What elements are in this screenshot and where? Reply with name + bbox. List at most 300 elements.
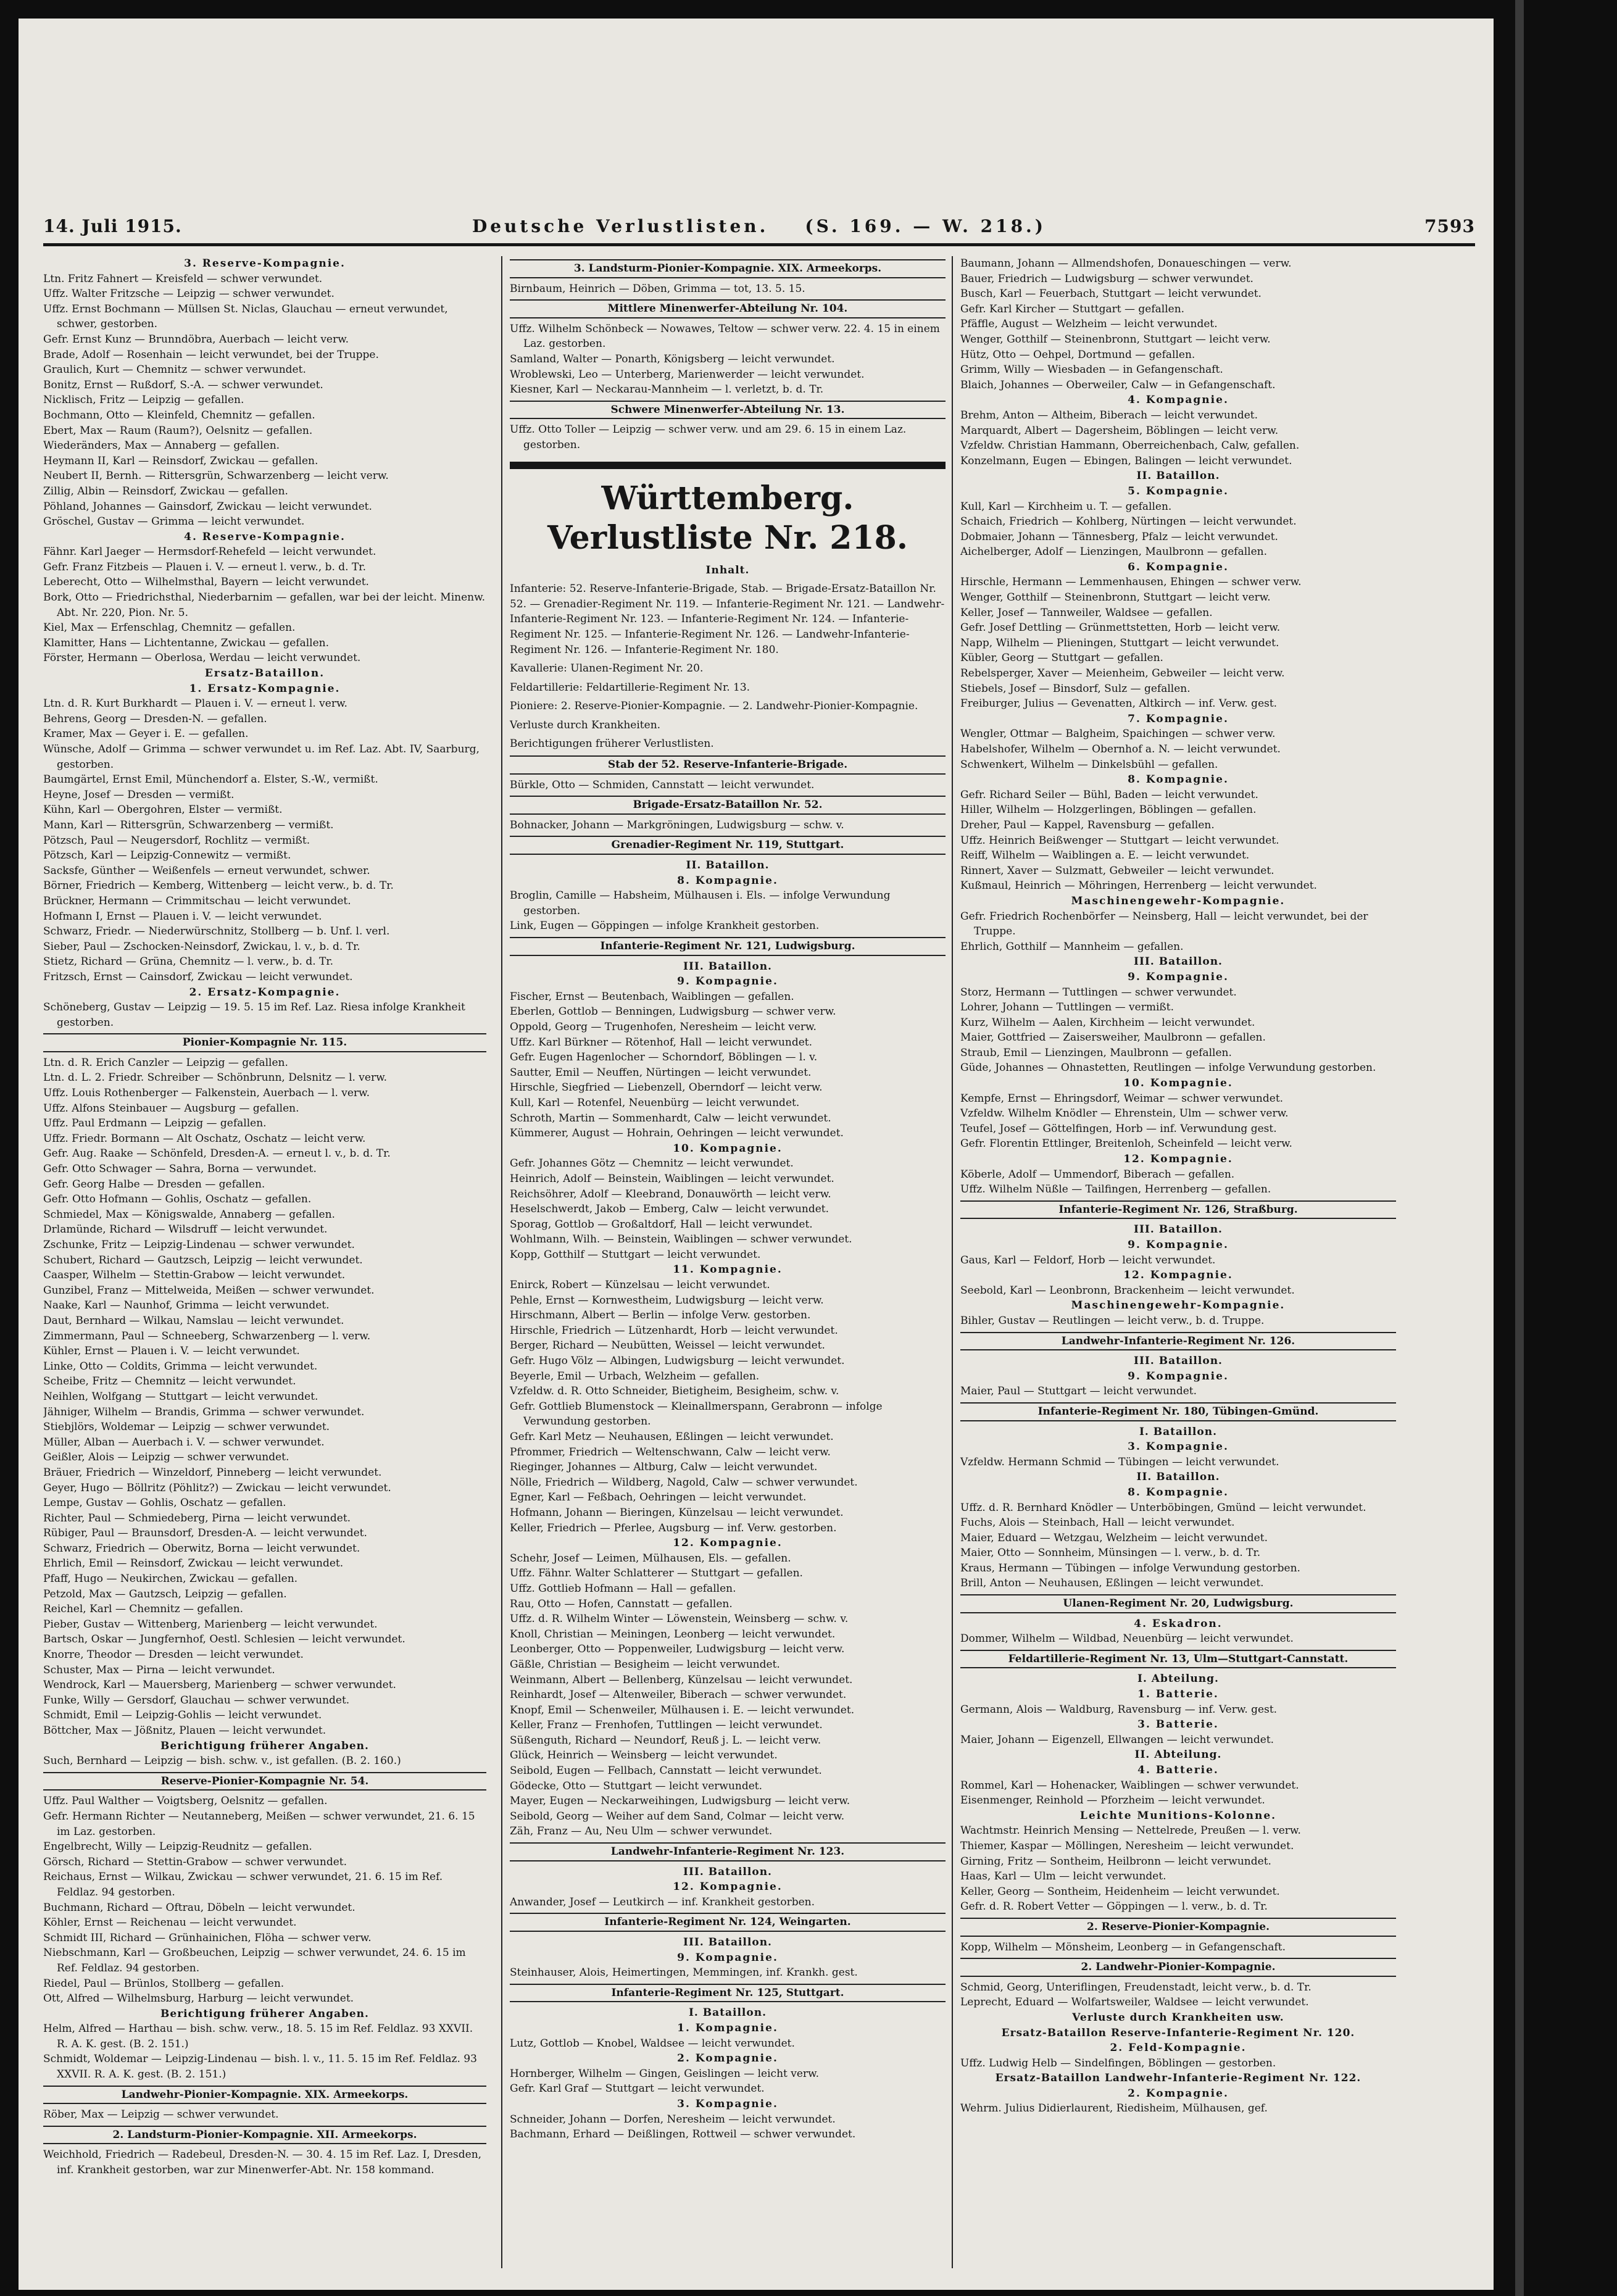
casualty-entry: Gefr. Otto Hofmann — Gohlis, Oschatz — gefallen. — [43, 1193, 312, 1206]
casualty-entry: Zillig, Albin — Reinsdorf, Zwickau — gefallen. — [43, 485, 288, 497]
company-heading: 2. Feld-Kompagnie. — [1110, 2042, 1247, 2055]
casualty-entry: Heymann II, Karl — Reinsdorf, Zwickau — gefallen. — [43, 454, 318, 467]
unit-heading: Ulanen-Regiment Nr. 20, Ludwigsburg. — [960, 1594, 1396, 1613]
casualty-entry: Ltn. d. L. 2. Friedr. Schreiber — Schönbrunn, Delsnitz — l. verw. — [43, 1071, 388, 1084]
casualty-entry: Neihlen, Wolfgang — Stuttgart — leicht verwundet. — [43, 1390, 318, 1403]
casualty-entry: Caasper, Wilhelm — Stettin-Grabow — leicht verwundet. — [43, 1269, 346, 1282]
casualty-entry: Schöneberg, Gustav — Leipzig — 19. 5. 15 im Ref. Laz. Riesa infolge Krankheit gestorben. — [43, 1001, 465, 1029]
casualty-entry: Anwander, Josef — Leutkirch — inf. Krankheit gestorben. — [510, 1895, 815, 1908]
casualty-entry: Schehr, Josef — Leimen, Mülhausen, Els. — gefallen. — [510, 1552, 791, 1565]
casualty-entry: Neubert II, Bernh. — Rittersgrün, Schwarzenberg — leicht verw. — [43, 470, 389, 483]
casualty-entry: Geißler, Alois — Leipzig — schwer verwundet. — [43, 1451, 289, 1464]
unit-heading: Stab der 52. Reserve-Infanterie-Brigade. — [510, 755, 946, 775]
subsection-heading: Berichtigung früherer Angaben. — [160, 2007, 369, 2020]
casualty-entry: Keller, Georg — Sontheim, Heidenheim — leicht verwundet. — [960, 1885, 1280, 1898]
company-heading: Ersatz-Bataillon. — [204, 667, 325, 680]
casualty-entry: Schmid, Georg, Unteriflingen, Freudenstadt, leicht verw., b. d. Tr. — [960, 1981, 1311, 1994]
company-heading: 3. Reserve-Kompagnie. — [184, 257, 346, 270]
casualty-entry: Rebelsperger, Xaver — Meienheim, Gebweiler — leicht verw. — [960, 667, 1285, 680]
casualty-entry: Storz, Hermann — Tuttlingen — schwer verwundet. — [960, 986, 1237, 999]
casualty-entry: Uffz. Louis Rothenberger — Falkenstein, Auerbach — l. verw. — [43, 1087, 370, 1100]
casualty-entry: Schwarz, Friedr. — Niederwürschnitz, Stollberg — b. Unf. l. verl. — [43, 925, 390, 938]
casualty-entry: Hofmann I, Ernst — Plauen i. V. — leicht verwundet. — [43, 910, 322, 923]
casualty-entry: Gefr. Karl Metz — Neuhausen, Eßlingen — leicht verwundet. — [510, 1431, 834, 1443]
casualty-entry: Gaus, Karl — Feldorf, Horb — leicht verwundet. — [960, 1254, 1216, 1267]
subsection-heading: Ersatz-Bataillon Reserve-Infanterie-Regiment Nr. 120. — [1001, 2026, 1355, 2039]
casualty-entry: Gefr. Karl Kircher — Stuttgart — gefallen. — [960, 302, 1185, 315]
unit-heading: Pionier-Kompagnie Nr. 115. — [43, 1033, 486, 1052]
subsection-heading: II. Bataillon. — [686, 859, 770, 872]
casualty-entry: Girning, Fritz — Sontheim, Heilbronn — leicht verwundet. — [960, 1855, 1271, 1868]
company-heading: 9. Kompagnie. — [1128, 970, 1229, 983]
company-heading: 11. Kompagnie. — [673, 1263, 783, 1276]
casualty-entry: Zimmermann, Paul — Schneeberg, Schwarzenberg — l. verw. — [43, 1329, 371, 1342]
company-heading: 1. Kompagnie. — [677, 2021, 778, 2034]
casualty-entry: Helm, Alfred — Harthau — bish. schw. verw., 18. 5. 15 im Ref. Feldlaz. 93 XXVII. R. A. K. gest. (B. 2. 151.) — [43, 2023, 473, 2050]
casualty-entry: Kühler, Ernst — Plauen i. V. — leicht verwundet. — [43, 1345, 300, 1358]
casualty-entry: Hirschmann, Albert — Berlin — infolge Verw. gestorben. — [510, 1309, 811, 1322]
casualty-entry: Linke, Otto — Coldits, Grimma — leicht verwundet. — [43, 1360, 318, 1373]
company-heading: 1. Ersatz-Kompagnie. — [189, 682, 341, 695]
casualty-entry: Förster, Hermann — Oberlosa, Werdau — leicht verwundet. — [43, 652, 361, 665]
casualty-entry: Gröschel, Gustav — Grimma — leicht verwundet. — [43, 515, 305, 528]
casualty-entry: Rinnert, Xaver — Sulzmatt, Gebweiler — leicht verwundet. — [960, 864, 1274, 877]
casualty-entry: Buchmann, Richard — Oftrau, Döbeln — leicht verwundet. — [43, 1901, 355, 1914]
casualty-entry: Uffz. Karl Bürkner — Rötenhof, Hall — leicht verwundet. — [510, 1036, 813, 1049]
company-heading: 8. Kompagnie. — [1128, 773, 1229, 786]
company-heading: Maschinengewehr-Kompagnie. — [1071, 894, 1286, 907]
casualty-entry: Pöhland, Johannes — Gainsdorf, Zwickau — leicht verwundet. — [43, 500, 372, 513]
casualty-entry: Gefr. Florentin Ettlinger, Breitenloh, Scheinfeld — leicht verw. — [960, 1138, 1292, 1150]
casualty-entry: Aichelberger, Adolf — Lienzingen, Maulbronn — gefallen. — [960, 546, 1268, 559]
casualty-entry: Richter, Paul — Schmiedeberg, Pirna — leicht verwundet. — [43, 1512, 351, 1524]
subsection-heading: I. Bataillon. — [688, 2007, 767, 2019]
casualty-entry: Gefr. Hugo Völz — Albingen, Ludwigsburg — leicht verwundet. — [510, 1355, 845, 1368]
casualty-entry: Röber, Max — Leipzig — schwer verwundet. — [43, 2108, 279, 2121]
casualty-entry: Kühn, Karl — Obergohren, Elster — vermißt. — [43, 804, 283, 817]
company-heading: 8. Kompagnie. — [677, 874, 778, 887]
casualty-entry: Hofmann, Johann — Bieringen, Künzelsau — leicht verwundet. — [510, 1506, 844, 1519]
casualty-entry: Bochmann, Otto — Kleinfeld, Chemnitz — gefallen. — [43, 409, 315, 422]
casualty-entry: Maier, Paul — Stuttgart — leicht verwundet. — [960, 1385, 1197, 1398]
casualty-entry: Uffz. d. R. Bernhard Knödler — Unterböbingen, Gmünd — leicht verwundet. — [960, 1501, 1366, 1514]
casualty-entry: Weichhold, Friedrich — Radebeul, Dresden-N. — 30. 4. 15 im Ref. Laz. I, Dresden, inf. Krankheit gestorben, war zur Minenwerfer-Abt. Nr. 158 kommand. — [43, 2148, 482, 2177]
casualty-entry: Gödecke, Otto — Stuttgart — leicht verwundet. — [510, 1779, 763, 1792]
company-heading: 4. Eskadron. — [1134, 1617, 1223, 1630]
casualty-entry: Wiederänders, Max — Annaberg — gefallen. — [43, 439, 280, 452]
casualty-entry: Gefr. Aug. Raake — Schönfeld, Dresden-A. — erneut l. v., b. d. Tr. — [43, 1147, 391, 1160]
casualty-entry: Maier, Gottfried — Zaisersweiher, Maulbronn — gefallen. — [960, 1031, 1266, 1044]
casualty-entry: Lohrer, Johann — Tuttlingen — vermißt. — [960, 1001, 1174, 1014]
subsection-heading: I. Bataillon. — [1139, 1425, 1218, 1438]
casualty-entry: Kiesner, Karl — Neckarau-Mannheim — l. verletzt, b. d. Tr. — [510, 383, 824, 396]
casualty-entry: Vzfeldw. Christian Hammann, Oberreichenbach, Calw, gefallen. — [960, 439, 1300, 452]
casualty-entry: Kußmaul, Heinrich — Möhringen, Herrenberg — leicht verwundet. — [960, 880, 1317, 892]
casualty-entry: Leberecht, Otto — Wilhelmsthal, Bayern — leicht verwundet. — [43, 576, 369, 589]
company-heading: 4. Kompagnie. — [1128, 394, 1229, 407]
casualty-entry: Hirschle, Siegfried — Liebenzell, Oberndorf — leicht verw. — [510, 1081, 823, 1094]
casualty-entry: Fuchs, Alois — Steinbach, Hall — leicht verwundet. — [960, 1516, 1235, 1529]
company-heading: Maschinengewehr-Kompagnie. — [1071, 1299, 1286, 1312]
casualty-entry: Sautter, Emil — Neuffen, Nürtingen — leicht verwundet. — [510, 1066, 812, 1079]
casualty-entry: Keller, Franz — Frenhofen, Tuttlingen — leicht verwundet. — [510, 1719, 823, 1732]
casualty-entry: Reichaus, Ernst — Wilkau, Zwickau — schwer verwundet, 21. 6. 15 im Ref. Feldlaz. 94 gestorben. — [43, 1871, 443, 1899]
subsection-heading: Verluste durch Krankheiten usw. — [1072, 2011, 1284, 2024]
casualty-entry: Wohlmann, Wilh. — Beinstein, Waiblingen — schwer verwundet. — [510, 1233, 852, 1246]
casualty-entry: Knopf, Emil — Schenweiler, Mülhausen i. E. — leicht verwundet. — [510, 1703, 855, 1716]
casualty-entry: Berger, Richard — Neubütten, Weissel — leicht verwundet. — [510, 1339, 825, 1352]
casualty-entry: Bork, Otto — Friedrichsthal, Niederbarnim — gefallen, war bei der leicht. Minenw. Abt. Nr. 220, Pion. Nr. 5. — [43, 591, 486, 619]
company-heading: 12. Kompagnie. — [673, 1881, 783, 1894]
casualty-entry: Görsch, Richard — Stettin-Grabow — schwer verwundet. — [43, 1855, 347, 1868]
company-heading: 1. Batterie. — [1137, 1688, 1219, 1701]
casualty-entry: Mayer, Eugen — Neckarweihingen, Ludwigsburg — leicht verw. — [510, 1795, 850, 1808]
casualty-entry: Ehrlich, Emil — Reinsdorf, Zwickau — leicht verwundet. — [43, 1557, 344, 1570]
casualty-entry: Mann, Karl — Rittersgrün, Schwarzenberg — vermißt. — [43, 818, 334, 831]
casualty-entry: Uffz. Paul Walther — Voigtsberg, Oelsnitz — gefallen. — [43, 1795, 328, 1808]
casualty-entry: Marquardt, Albert — Dagersheim, Böblingen — leicht verw. — [960, 424, 1279, 437]
casualty-entry: Ltn. d. R. Erich Canzler — Leipzig — gefallen. — [43, 1056, 288, 1069]
casualty-entry: Uffz. Paul Erdmann — Leipzig — gefallen. — [43, 1117, 267, 1130]
casualty-entry: Reinhardt, Josef — Altenweiler, Biberach — schwer verwundet. — [510, 1689, 847, 1702]
casualty-entry: Brehm, Anton — Altheim, Biberach — leicht verwundet. — [960, 409, 1258, 422]
company-heading: 5. Kompagnie. — [1128, 485, 1229, 497]
casualty-entry: Rübiger, Paul — Braunsdorf, Dresden-A. — leicht verwundet. — [43, 1527, 367, 1540]
casualty-entry: Weinmann, Albert — Bellenberg, Künzelsau — leicht verwundet. — [510, 1673, 853, 1686]
casualty-entry: Wroblewski, Leo — Unterberg, Marienwerder — leicht verwundet. — [510, 368, 865, 381]
casualty-entry: Habelshofer, Wilhelm — Obernhof a. N. — leicht verwundet. — [960, 743, 1281, 755]
casualty-entry: Bohnacker, Johann — Markgröningen, Ludwigsburg — schw. v. — [510, 818, 844, 831]
casualty-entry: Pötzsch, Karl — Leipzig-Connewitz — vermißt. — [43, 849, 291, 862]
casualty-entry: Dobmaier, Johann — Tännesberg, Pfalz — leicht verwundet. — [960, 530, 1278, 543]
company-heading: 4. Batterie. — [1137, 1764, 1219, 1776]
casualty-entry: Wenger, Gotthilf — Steinenbronn, Stuttgart — leicht verw. — [960, 591, 1271, 604]
casualty-entry: Oppold, Georg — Trugenhofen, Neresheim — leicht verw. — [510, 1020, 817, 1033]
casualty-entry: Grimm, Willy — Wiesbaden — in Gefangenschaft. — [960, 364, 1223, 376]
casualty-entry: Graulich, Kurt — Chemnitz — schwer verwundet. — [43, 364, 306, 376]
casualty-entry: Schaich, Friedrich — Kohlberg, Nürtingen — leicht verwundet. — [960, 515, 1297, 528]
casualty-entry: Schwenkert, Wilhelm — Dinkelsbühl — gefallen. — [960, 758, 1218, 771]
company-heading: 8. Kompagnie. — [1128, 1486, 1229, 1499]
casualty-entry: Ehrlich, Gotthilf — Mannheim — gefallen. — [960, 940, 1184, 953]
casualty-entry: Konzelmann, Eugen — Ebingen, Balingen — leicht verwundet. — [960, 454, 1292, 467]
company-heading: 3. Kompagnie. — [677, 2097, 778, 2110]
unit-heading: Landwehr-Infanterie-Regiment Nr. 126. — [960, 1332, 1396, 1351]
casualty-entry: Schubert, Richard — Gautzsch, Leipzig — leicht verwundet. — [43, 1254, 363, 1267]
casualty-entry: Schmidt III, Richard — Grünhainichen, Flöha — schwer verw. — [43, 1931, 372, 1944]
company-heading: 9. Kompagnie. — [677, 1951, 778, 1964]
company-heading: 12. Kompagnie. — [1123, 1153, 1233, 1166]
casualty-entry: Brückner, Hermann — Crimmitschau — leicht verwundet. — [43, 894, 351, 907]
casualty-entry: Dreher, Paul — Kappel, Ravensburg — gefallen. — [960, 818, 1215, 831]
casualty-entry: Sporag, Gottlob — Großaltdorf, Hall — leicht verwundet. — [510, 1218, 813, 1231]
casualty-entry: Blaich, Johannes — Oberweiler, Calw — in Gefangenschaft. — [960, 378, 1276, 391]
header-date: 14. Juli 1915. — [43, 216, 182, 236]
subsection-heading: III. Bataillon. — [1134, 1223, 1223, 1236]
casualty-entry: Bonitz, Ernst — Rußdorf, S.-A. — schwer verwundet. — [43, 378, 323, 391]
unit-heading: 3. Landsturm-Pionier-Kompagnie. XIX. Armeekorps. — [510, 259, 946, 278]
casualty-entry: Uffz. Gottlieb Hofmann — Hall — gefallen. — [510, 1582, 736, 1595]
company-heading: 3. Kompagnie. — [1128, 1441, 1229, 1454]
contents-entry: Pioniere: 2. Reserve-Pionier-Kompagnie. — 2. Landwehr-Pionier-Kompagnie. — [510, 700, 918, 713]
contents-entry: Infanterie: 52. Reserve-Infanterie-Brigade, Stab. — Brigade-Ersatz-Bataillon Nr. 52. — Grenadier-Regiment Nr. 119. — Infanterie-Regiment Nr. 121. — Landwehr-Infanterie-Regiment Nr. 123. — Infanterie-Regiment Nr. 124. — Infanterie-Regiment Nr. 125. — Infanterie-Regiment Nr. 126. — Landwehr-Infanterie-Regiment Nr. 126. — Infanterie-Regiment Nr. 180. — [510, 583, 945, 656]
company-heading: 9. Kompagnie. — [1128, 1239, 1229, 1251]
casualty-entry: Güde, Johannes — Ohnastetten, Reutlingen — infolge Verwundung gestorben. — [960, 1062, 1376, 1075]
unit-heading: Infanterie-Regiment Nr. 180, Tübingen-Gmünd. — [960, 1402, 1396, 1421]
casualty-entry: Gefr. Friedrich Rochenbörfer — Neinsberg, Hall — leicht verwundet, bei der Truppe. — [960, 910, 1368, 938]
casualty-entry: Gefr. Hermann Richter — Neutanneberg, Meißen — schwer verwundet, 21. 6. 15 im Laz. gestorben. — [43, 1810, 475, 1838]
casualty-entry: Haas, Karl — Ulm — leicht verwundet. — [960, 1870, 1166, 1883]
casualty-entry: Link, Eugen — Göppingen — infolge Krankheit gestorben. — [510, 920, 820, 933]
casualty-entry: Zäh, Franz — Au, Neu Ulm — schwer verwundet. — [510, 1825, 773, 1838]
casualty-entry: Enirck, Robert — Künzelsau — leicht verwundet. — [510, 1279, 770, 1292]
casualty-entry: Bihler, Gustav — Reutlingen — leicht verw., b. d. Truppe. — [960, 1314, 1265, 1327]
casualty-entry: Bartsch, Oskar — Jungfernhof, Oestl. Schlesien — leicht verwundet. — [43, 1633, 405, 1646]
casualty-entry: Uffz. Heinrich Beißwenger — Stuttgart — leicht verwundet. — [960, 834, 1279, 847]
subsection-heading: III. Bataillon. — [683, 1936, 772, 1949]
subsection-heading: II. Abteilung. — [1134, 1749, 1222, 1762]
subsection-heading: II. Bataillon. — [1136, 1471, 1220, 1484]
casualty-entry: Steinhauser, Alois, Heimertingen, Memmingen, inf. Krankh. gest. — [510, 1966, 858, 1979]
company-heading: 12. Kompagnie. — [673, 1537, 783, 1550]
casualty-entry: Nölle, Friedrich — Wildberg, Nagold, Calw — schwer verwundet. — [510, 1476, 858, 1489]
casualty-entry: Drlamünde, Richard — Wilsdruff — leicht verwundet. — [43, 1223, 328, 1236]
header-title — [43, 216, 1475, 236]
casualty-entry: Wehrm. Julius Didierlaurent, Riedisheim, Mülhausen, gef. — [960, 2102, 1268, 2115]
header-publication: Deutsche Verlustlisten. — [472, 216, 769, 236]
casualty-entry: Ltn. Fritz Fahnert — Kreisfeld — schwer verwundet. — [43, 272, 323, 285]
company-heading: 7. Kompagnie. — [1128, 712, 1229, 725]
casualty-entry: Stiebels, Josef — Binsdorf, Sulz — gefallen. — [960, 682, 1191, 695]
divider-rule — [510, 462, 946, 469]
column-1 — [43, 256, 486, 2268]
casualty-entry: Brade, Adolf — Rosenhain — leicht verwundet, bei der Truppe. — [43, 348, 379, 361]
casualty-entry: Heyne, Josef — Dresden — vermißt. — [43, 788, 235, 801]
casualty-entry: Fischer, Ernst — Beutenbach, Waiblingen — gefallen. — [510, 990, 794, 1003]
casualty-entry: Busch, Karl — Feuerbach, Stuttgart — leicht verwundet. — [960, 288, 1262, 301]
casualty-entry: Fritzsch, Ernst — Cainsdorf, Zwickau — leicht verwundet. — [43, 970, 353, 983]
casualty-entry: Jähniger, Wilhelm — Brandis, Grimma — schwer verwundet. — [43, 1405, 365, 1418]
unit-heading: Grenadier-Regiment Nr. 119, Stuttgart. — [510, 836, 946, 855]
casualty-entry: Kull, Karl — Rotenfel, Neuenbürg — leicht verwundet. — [510, 1096, 800, 1109]
casualty-entry: Stiebjlörs, Woldemar — Leipzig — schwer verwundet. — [43, 1421, 330, 1434]
newspaper-page — [19, 19, 1494, 2290]
casualty-entry: Kurz, Wilhelm — Aalen, Kirchheim — leicht verwundet. — [960, 1016, 1255, 1029]
casualty-entry: Wachtmstr. Heinrich Mensing — Nettelrede, Preußen — l. verw. — [960, 1824, 1301, 1837]
casualty-entry: Egner, Karl — Feßbach, Oehringen — leicht verwundet. — [510, 1491, 807, 1504]
casualty-entry: Uffz. Alfons Steinbauer — Augsburg — gefallen. — [43, 1102, 299, 1115]
casualty-entry: Heselschwerdt, Jakob — Emberg, Calw — leicht verwundet. — [510, 1203, 829, 1216]
casualty-entry: Eisenmenger, Reinhold — Pforzheim — leicht verwundet. — [960, 1794, 1265, 1807]
casualty-entry: Kübler, Georg — Stuttgart — gefallen. — [960, 652, 1163, 665]
casualty-entry: Pfaff, Hugo — Neukirchen, Zwickau — gefallen. — [43, 1573, 298, 1586]
casualty-entry: Gefr. Eugen Hagenlocher — Schorndorf, Böblingen — l. v. — [510, 1051, 818, 1064]
casualty-entry: Kopp, Wilhelm — Mönsheim, Leonberg — in Gefangenschaft. — [960, 1940, 1286, 1953]
casualty-entry: Pehle, Ernst — Kornwestheim, Ludwigsburg — leicht verw. — [510, 1294, 824, 1307]
subsection-heading: Berichtigung früherer Angaben. — [160, 1739, 369, 1752]
casualty-entry: Naake, Karl — Naunhof, Grimma — leicht verwundet. — [43, 1299, 330, 1312]
casualty-entry: Rommel, Karl — Hohenacker, Waiblingen — schwer verwundet. — [960, 1779, 1299, 1792]
casualty-entry: Seibold, Eugen — Fellbach, Cannstatt — leicht verwundet. — [510, 1765, 822, 1778]
casualty-entry: Schwarz, Friedrich — Oberwitz, Borna — leicht verwundet. — [43, 1542, 360, 1555]
header-issue: (S. 169. — W. 218.) — [805, 216, 1047, 236]
casualty-entry: Gefr. Josef Dettling — Grünmettstetten, Horb — leicht verw. — [960, 622, 1281, 634]
company-heading: 12. Kompagnie. — [1123, 1269, 1233, 1282]
subsection-heading: III. Bataillon. — [683, 1865, 772, 1878]
casualty-entry: Daut, Bernhard — Wilkau, Namslau — leicht verwundet. — [43, 1314, 344, 1327]
casualty-entry: Kempfe, Ernst — Ehringsdorf, Weimar — schwer verwundet. — [960, 1092, 1284, 1105]
casualty-entry: Ebert, Max — Raum (Raum?), Oelsnitz — gefallen. — [43, 424, 313, 437]
company-heading: 10. Kompagnie. — [673, 1142, 783, 1155]
casualty-entry: Knorre, Theodor — Dresden — leicht verwundet. — [43, 1649, 304, 1662]
casualty-entry: Ltn. d. R. Kurt Burkhardt — Plauen i. V. — erneut l. verw. — [43, 697, 347, 710]
casualty-entry: Wenger, Gotthilf — Steinenbronn, Stuttgart — leicht verw. — [960, 333, 1271, 346]
unit-heading: Mittlere Minenwerfer-Abteilung Nr. 104. — [510, 299, 946, 318]
casualty-entry: Schneider, Johann — Dorfen, Neresheim — leicht verwundet. — [510, 2113, 836, 2126]
casualty-entry: Gefr. Johannes Götz — Chemnitz — leicht verwundet. — [510, 1157, 794, 1170]
casualty-entry: Rieginger, Johannes — Altburg, Calw — leicht verwundet. — [510, 1461, 818, 1474]
casualty-entry: Germann, Alois — Waldburg, Ravensburg — inf. Verw. gest. — [960, 1703, 1278, 1716]
casualty-entry: Leprecht, Eduard — Wolfartsweiler, Waldsee — leicht verwundet. — [960, 1996, 1309, 2009]
casualty-entry: Scheibe, Fritz — Chemnitz — leicht verwundet. — [43, 1375, 296, 1388]
casualty-entry: Broglin, Camille — Habsheim, Mülhausen i. Els. — infolge Verwundung gestorben. — [510, 889, 891, 917]
casualty-entry: Köhler, Ernst — Reichenau — leicht verwundet. — [43, 1916, 297, 1929]
casualty-entry: Reichsöhrer, Adolf — Kleebrand, Donauwörth — leicht verw. — [510, 1188, 831, 1200]
casualty-entry: Schmiedel, Max — Königswalde, Annaberg — gefallen. — [43, 1208, 335, 1221]
casualty-entry: Lempe, Gustav — Gohlis, Oschatz — gefallen. — [43, 1497, 286, 1510]
company-heading: 2. Kompagnie. — [1128, 2087, 1229, 2100]
contents-entry: Verluste durch Krankheiten. — [510, 718, 661, 731]
casualty-entry: Engelbrecht, Willy — Leipzig-Reudnitz — gefallen. — [43, 1841, 312, 1853]
casualty-entry: Uffz. Fähnr. Walter Schlatterer — Stuttgart — gefallen. — [510, 1567, 803, 1580]
casualty-entry: Uffz. Otto Toller — Leipzig — schwer verw. und am 29. 6. 15 in einem Laz. gestorben. — [510, 423, 907, 451]
casualty-entry: Baumann, Johann — Allmendshofen, Donaueschingen — verw. — [960, 257, 1292, 270]
page-header — [43, 211, 1475, 246]
casualty-entry: Schmidt, Woldemar — Leipzig-Lindenau — bish. l. v., 11. 5. 15 im Ref. Feldlaz. 93 XXVII. R. A. K. gest. (B. 2. 151.) — [43, 2053, 477, 2081]
casualty-entry: Vzfeldw. d. R. Otto Schneider, Bietigheim, Besigheim, schw. v. — [510, 1385, 839, 1398]
casualty-entry: Kümmerer, August — Hohrain, Oehringen — leicht verwundet. — [510, 1127, 844, 1140]
unit-heading: 2. Landwehr-Pionier-Kompagnie. — [960, 1958, 1396, 1977]
company-heading: 9. Kompagnie. — [1128, 1370, 1229, 1383]
casualty-entry: Uffz. d. R. Wilhelm Winter — Löwenstein, Weinsberg — schw. v. — [510, 1613, 849, 1626]
casualty-entry: Eberlen, Gottlob — Benningen, Ludwigsburg — schwer verw. — [510, 1005, 836, 1018]
casualty-entry: Seibold, Georg — Weiher auf dem Sand, Colmar — leicht verw. — [510, 1810, 845, 1823]
casualty-entry: Riedel, Paul — Brünlos, Stollberg — gefallen. — [43, 1977, 285, 1990]
casualty-entry: Teufel, Josef — Göttelfingen, Horb — inf. Verwundung gest. — [960, 1122, 1277, 1135]
casualty-entry: Seebold, Karl — Leonbronn, Brackenheim — leicht verwundet. — [960, 1284, 1295, 1297]
header-page-number: 7593 — [1424, 216, 1475, 236]
casualty-entry: Freiburger, Julius — Gevenatten, Altkirch — inf. Verw. gest. — [960, 697, 1278, 710]
casualty-entry: Keller, Josef — Tannweiler, Waldsee — gefallen. — [960, 606, 1213, 619]
casualty-entry: Geyer, Hugo — Böllritz (Pöhlitz?) — Zwickau — leicht verwundet. — [43, 1481, 391, 1494]
casualty-entry: Hiller, Wilhelm — Holzgerlingen, Böblingen — gefallen. — [960, 804, 1257, 817]
casualty-entry: Gunzibel, Franz — Mittelweida, Meißen — schwer verwundet. — [43, 1284, 375, 1297]
casualty-entry: Pfäffle, August — Welzheim — leicht verwundet. — [960, 318, 1218, 331]
casualty-entry: Schuster, Max — Pirna — leicht verwundet. — [43, 1663, 275, 1676]
contents-entry: Feldartillerie: Feldartillerie-Regiment Nr. 13. — [510, 681, 750, 694]
scan-border — [1515, 0, 1524, 2296]
casualty-entry: Kiel, Max — Erfenschlag, Chemnitz — gefallen. — [43, 622, 296, 634]
subsection-heading: III. Bataillon. — [683, 960, 772, 973]
casualty-entry: Knoll, Christian — Meiningen, Leonberg — leicht verwundet. — [510, 1628, 836, 1641]
company-heading: 9. Kompagnie. — [677, 975, 778, 988]
list-title: Württemberg. Verlustliste Nr. 218. — [547, 479, 908, 557]
casualty-entry: Wendrock, Karl — Mauersberg, Marienberg — schwer verwundet. — [43, 1679, 396, 1692]
casualty-entry: Kopp, Gotthilf — Stuttgart — leicht verwundet. — [510, 1248, 761, 1261]
casualty-entry: Hütz, Otto — Oehpel, Dortmund — gefallen. — [960, 348, 1195, 361]
casualty-entry: Keller, Friedrich — Pferlee, Augsburg — inf. Verw. gestorben. — [510, 1521, 837, 1534]
casualty-entry: Reichel, Karl — Chemnitz — gefallen. — [43, 1603, 244, 1616]
casualty-entry: Leonberger, Otto — Poppenweiler, Ludwigsburg — leicht verw. — [510, 1643, 845, 1656]
casualty-entry: Hornberger, Wilhelm — Gingen, Geislingen — leicht verw. — [510, 2067, 819, 2080]
casualty-entry: Vzfeldw. Hermann Schmid — Tübingen — leicht verwundet. — [960, 1455, 1279, 1468]
company-heading: 10. Kompagnie. — [1123, 1077, 1233, 1090]
subsection-heading: II. Bataillon. — [1136, 470, 1220, 483]
casualty-entry: Gefr. Franz Fitzbeis — Plauen i. V. — erneut l. verw., b. d. Tr. — [43, 560, 366, 573]
casualty-entry: Gefr. Richard Seiler — Bühl, Baden — leicht verwundet. — [960, 788, 1258, 801]
casualty-entry: Bachmann, Erhard — Deißlingen, Rottweil — schwer verwundet. — [510, 2128, 856, 2141]
casualty-entry: Dommer, Wilhelm — Wildbad, Neuenbürg — leicht verwundet. — [960, 1633, 1294, 1645]
casualty-entry: Glück, Heinrich — Weinsberg — leicht verwundet. — [510, 1749, 778, 1762]
unit-heading: Reserve-Pionier-Kompagnie Nr. 54. — [43, 1772, 486, 1791]
column-2 — [501, 256, 946, 2268]
casualty-entry: Uffz. Wilhelm Schönbeck — Nowawes, Teltow — schwer verw. 22. 4. 15 in einem Laz. gestorben. — [510, 322, 940, 351]
subsection-heading: Ersatz-Bataillon Landwehr-Infanterie-Regiment Nr. 122. — [995, 2072, 1361, 2085]
unit-heading: Feldartillerie-Regiment Nr. 13, Ulm—Stuttgart-Cannstatt. — [960, 1650, 1396, 1669]
casualty-entry: Nicklisch, Fritz — Leipzig — gefallen. — [43, 394, 244, 407]
casualty-entry: Kull, Karl — Kirchheim u. T. — gefallen. — [960, 500, 1172, 513]
casualty-entry: Kraus, Hermann — Tübingen — infolge Verwundung gestorben. — [960, 1562, 1300, 1574]
contents-entry: Kavallerie: Ulanen-Regiment Nr. 20. — [510, 662, 704, 675]
casualty-entry: Pfrommer, Friedrich — Weltenschwann, Calw — leicht verw. — [510, 1445, 831, 1458]
casualty-entry: Reiff, Wilhelm — Waiblingen a. E. — leicht verwundet. — [960, 849, 1250, 862]
casualty-entry: Birnbaum, Heinrich — Döben, Grimma — tot, 13. 5. 15. — [510, 282, 805, 295]
casualty-entry: Thiemer, Kaspar — Möllingen, Neresheim — leicht verwundet. — [960, 1839, 1294, 1852]
unit-heading: Brigade-Ersatz-Bataillon Nr. 52. — [510, 796, 946, 815]
casualty-entry: Niebschmann, Karl — Großbeuchen, Leipzig — schwer verwundet, 24. 6. 15 im Ref. Feldlaz. 94 gestorben. — [43, 1947, 466, 1974]
casualty-entry: Uffz. Ludwig Helb — Sindelfingen, Böblingen — gestorben. — [960, 2057, 1276, 2069]
casualty-entry: Rau, Otto — Hofen, Cannstatt — gefallen. — [510, 1597, 733, 1610]
casualty-entry: Uffz. Walter Fritzsche — Leipzig — schwer verwundet. — [43, 288, 335, 301]
casualty-entry: Hirschle, Friedrich — Lützenhardt, Horb — leicht verwundet. — [510, 1324, 838, 1337]
casualty-entry: Vzfeldw. Wilhelm Knödler — Ehrenstein, Ulm — schwer verw. — [960, 1107, 1289, 1120]
column-3 — [952, 256, 1396, 2268]
company-heading: Leichte Munitions-Kolonne. — [1079, 1809, 1277, 1822]
casualty-entry: Heinrich, Adolf — Beinstein, Waiblingen — leicht verwundet. — [510, 1172, 834, 1185]
casualty-entry: Such, Bernhard — Leipzig — bish. schw. v., ist gefallen. (B. 2. 160.) — [43, 1755, 401, 1768]
subsection-heading: I. Abteilung. — [1137, 1673, 1219, 1686]
casualty-entry: Gefr. Karl Graf — Stuttgart — leicht verwundet. — [510, 2082, 765, 2095]
unit-heading: Landwehr-Pionier-Kompagnie. XIX. Armeekorps. — [43, 2086, 486, 2105]
casualty-entry: Bürkle, Otto — Schmiden, Cannstatt — leicht verwundet. — [510, 778, 815, 791]
casualty-entry: Napp, Wilhelm — Plieningen, Stuttgart — leicht verwundet. — [960, 636, 1279, 649]
casualty-entry: Kramer, Max — Geyer i. E. — gefallen. — [43, 728, 249, 741]
casualty-entry: Samland, Walter — Ponarth, Königsberg — leicht verwundet. — [510, 352, 835, 365]
company-heading: 6. Kompagnie. — [1128, 560, 1229, 573]
company-heading: 3. Batterie. — [1137, 1718, 1219, 1731]
company-heading: 2. Kompagnie. — [677, 2052, 778, 2065]
casualty-entry: Sacksfe, Günther — Weißenfels — erneut verwundet, schwer. — [43, 864, 370, 877]
casualty-entry: Klamitter, Hans — Lichtentanne, Zwickau — gefallen. — [43, 636, 330, 649]
casualty-entry: Petzold, Max — Gautzsch, Leipzig — gefallen. — [43, 1587, 287, 1600]
casualty-entry: Funke, Willy — Gersdorf, Glauchau — schwer verwundet. — [43, 1694, 350, 1707]
casualty-entry: Börner, Friedrich — Kemberg, Wittenberg — leicht verw., b. d. Tr. — [43, 880, 394, 892]
subsection-heading: III. Bataillon. — [1134, 1355, 1223, 1368]
casualty-entry: Baumgärtel, Ernst Emil, Münchendorf a. Elster, S.-W., vermißt. — [43, 773, 378, 786]
casualty-entry: Hirschle, Hermann — Lemmenhausen, Ehingen — schwer verw. — [960, 576, 1302, 589]
casualty-entry: Süßenguth, Richard — Neundorf, Reuß j. L. — leicht verw. — [510, 1734, 821, 1747]
casualty-entry: Gäßle, Christian — Besigheim — leicht verwundet. — [510, 1658, 780, 1671]
